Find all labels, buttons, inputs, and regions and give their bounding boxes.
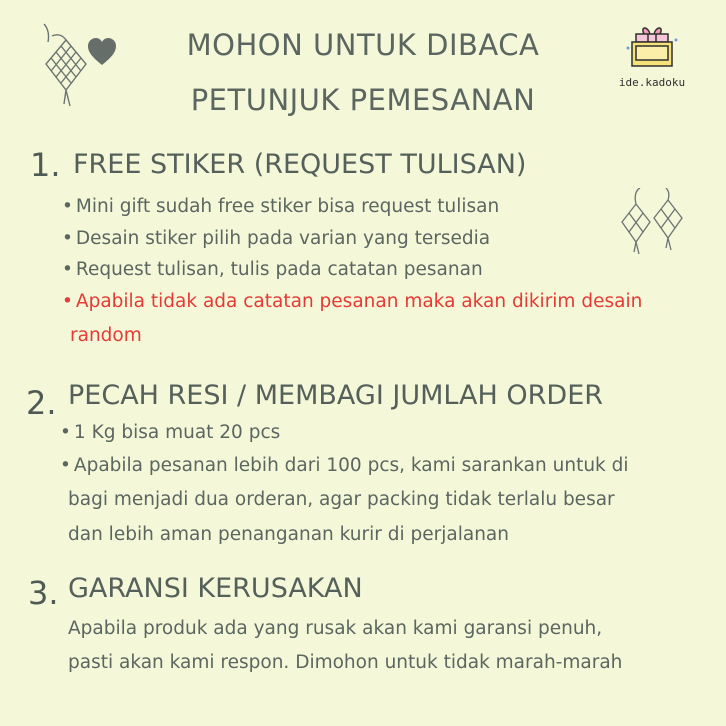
- list-item-continuation: dan lebih aman penanganan kurir di perjalanan: [68, 524, 509, 545]
- ketupat-pair-icon: [618, 188, 688, 268]
- page-title: MOHON UNTUK DIBACA: [186, 28, 540, 62]
- section-2-number: 2.: [26, 384, 57, 422]
- list-item-warning: • Apabila tidak ada catatan pesanan maka akan dikirim desain: [62, 291, 642, 312]
- brand-name: ide.kadoku: [618, 76, 686, 89]
- list-item-continuation: bagi menjadi dua orderan, agar packing tidak terlalu besar: [68, 489, 615, 510]
- list-item: • Apabila pesanan lebih dari 100 pcs, kami sarankan untuk di: [60, 455, 629, 476]
- list-item: • Request tulisan, tulis pada catatan pesanan: [62, 259, 483, 280]
- gift-box-logo-icon: [622, 24, 682, 70]
- section-3-title: GARANSI KERUSAKAN: [68, 573, 363, 604]
- section-1-title: FREE STIKER (REQUEST TULISAN): [73, 149, 527, 180]
- section-1-number: 1.: [30, 146, 61, 184]
- page-subtitle: PETUNJUK PEMESANAN: [190, 83, 536, 117]
- list-item: • Desain stiker pilih pada varian yang tersedia: [62, 228, 490, 249]
- paragraph-line: pasti akan kami respon. Dimohon untuk tidak marah-marah: [68, 652, 623, 673]
- paragraph-line: Apabila produk ada yang rusak akan kami garansi penuh,: [68, 618, 603, 639]
- section-2-title: PECAH RESI / MEMBAGI JUMLAH ORDER: [68, 380, 604, 411]
- brand-logo: [612, 24, 692, 89]
- list-item-warning-continuation: random: [70, 325, 142, 346]
- section-3-number: 3.: [28, 574, 59, 612]
- list-item: • 1 Kg bisa muat 20 pcs: [60, 422, 280, 443]
- list-item: • Mini gift sudah free stiker bisa request tulisan: [62, 196, 499, 217]
